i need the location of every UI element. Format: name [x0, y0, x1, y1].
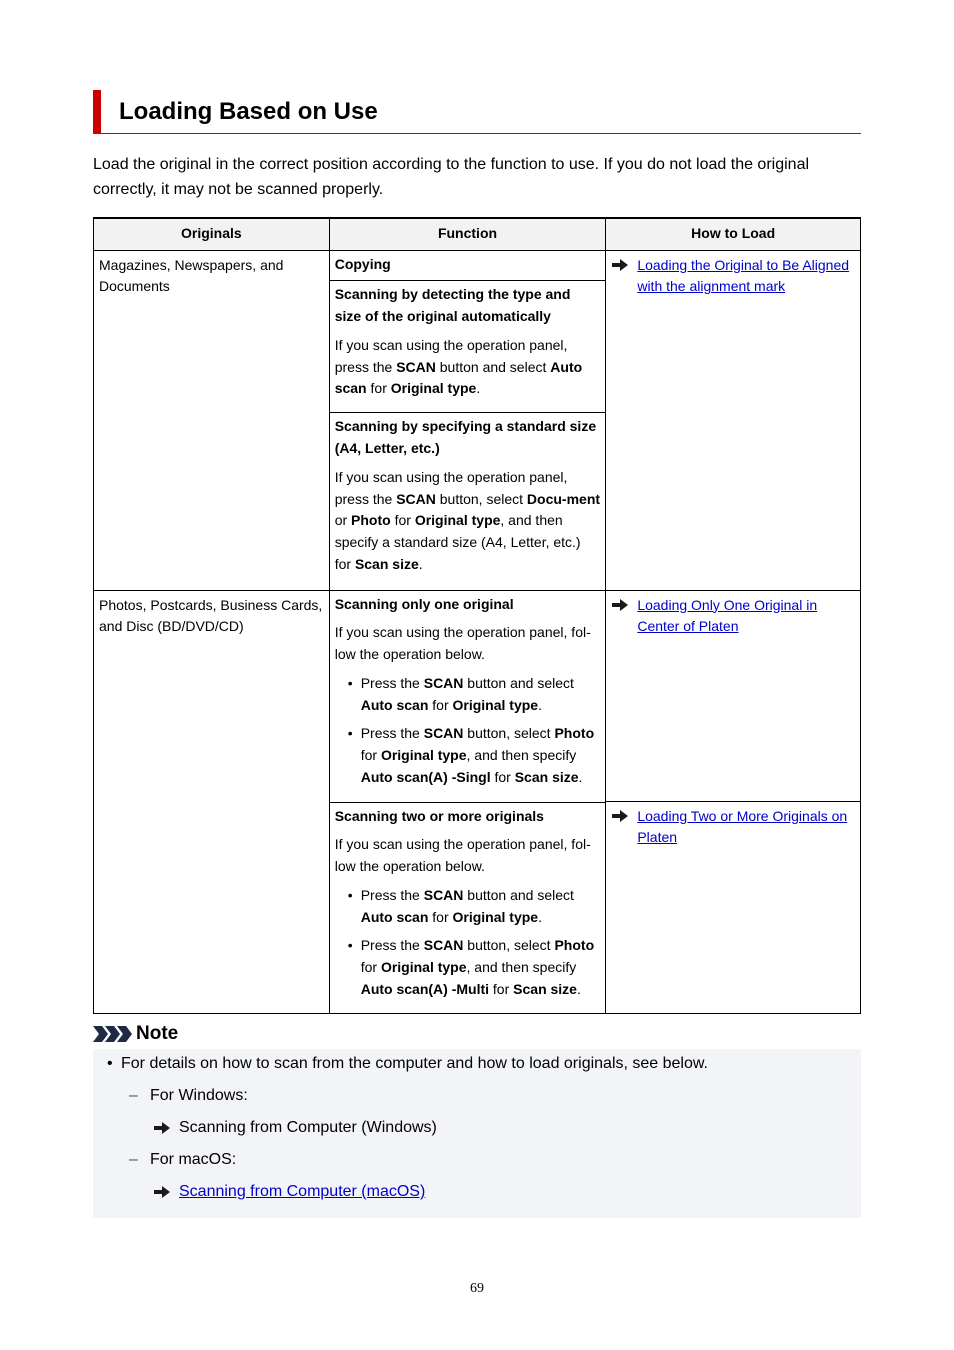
table-header-row: [94, 218, 861, 250]
arrow-right-icon: [154, 1186, 170, 1198]
function-copying: Copying: [334, 255, 391, 272]
link-two-or-more-originals[interactable]: Loading Two or More Originals on Platen: [637, 807, 848, 846]
list-item: • Press the SCAN button and select Auto scan for Original type.: [347, 674, 574, 713]
note-dash: –: [129, 1087, 138, 1104]
note-box: [93, 1049, 861, 1218]
intro-line-1: Load the original in the correct position according to the function to use. If you do not load the original: [93, 156, 810, 173]
function-cell: [329, 250, 606, 590]
note-dash: –: [129, 1151, 138, 1168]
heading-accent-bar: [93, 90, 101, 133]
function-standard-size: Scanning by specifying a standard size (A4, Letter, etc.) If you scan using the operation panel, press the SCAN button, select Docu-ment or Photo for Original type, and then specify a standard size (A4, Letter, etc.) for Scan size.: [330, 412, 606, 588]
link-row: [606, 591, 860, 643]
function-multiple-originals: Scanning two or more originals If you scan using the operation panel, fol-low the operation below. • Press the SCAN button and select Auto scan for Original type. • Press the SCAN button, select Photo for Original type, and then specify Auto scan(A) -Multi for Scan size.: [330, 802, 606, 1013]
how-to-load-cell: [606, 250, 861, 590]
table-row: [94, 250, 861, 590]
function-auto-detect: Scanning by detecting the type and size of the original automatically If you scan using the operation panel, press the SCAN button and select Auto scan for Original type.: [330, 280, 606, 412]
table-row: [94, 590, 861, 1013]
header-originals: Originals: [94, 218, 330, 250]
page-number: 69: [470, 1281, 484, 1296]
originals-cell: Magazines, Newspapers, and Documents: [94, 250, 330, 590]
list-item: • Press the SCAN button, select Photo for Original type, and then specify Auto scan(A) -Multi for Scan size.: [347, 937, 595, 998]
header-how-to-load: How to Load: [606, 218, 861, 250]
intro-line-2: correctly, it may not be scanned properly.: [93, 181, 384, 198]
originals-cell: Photos, Postcards, Business Cards, and Disc (BD/DVD/CD): [94, 590, 330, 1013]
note-macos-label: For macOS:: [150, 1151, 237, 1168]
note-bullet-dot: •: [107, 1055, 113, 1072]
arrow-right-icon: [612, 810, 628, 822]
header-function: Function: [329, 218, 606, 250]
loading-table: [93, 217, 861, 1014]
note-header: [93, 1022, 293, 1046]
how-to-load-single: [606, 591, 860, 802]
intro-paragraph: [93, 152, 861, 202]
note-windows-label: For Windows:: [150, 1087, 248, 1104]
how-to-load-cell: [606, 590, 861, 1013]
list-item: • Press the SCAN button, select Photo for Original type, and then specify Auto scan(A) -Singl for Scan size.: [347, 725, 595, 786]
note-chevron-icon: [93, 1026, 133, 1042]
arrow-right-icon: [612, 259, 628, 271]
function-cell: [329, 590, 606, 1013]
arrow-right-icon: [154, 1122, 170, 1134]
page-title: Loading Based on Use: [119, 98, 378, 125]
note-macos-link[interactable]: Scanning from Computer (macOS): [179, 1183, 426, 1200]
link-one-original[interactable]: Loading Only One Original in Center of Platen: [637, 596, 818, 635]
note-windows-link: Scanning from Computer (Windows): [179, 1119, 437, 1136]
link-alignment-mark[interactable]: Loading the Original to Be Aligned with the alignment mark: [637, 256, 850, 295]
arrow-right-icon: [612, 599, 628, 611]
note-label: Note: [136, 1023, 179, 1044]
link-row: [606, 251, 860, 303]
list-item: • Press the SCAN button and select Auto scan for Original type.: [347, 886, 574, 925]
link-row: [606, 802, 860, 854]
function-single-original: Scanning only one original If you scan using the operation panel, fol-low the operation below. • Press the SCAN button and select Auto scan for Original type. • Press the SCAN button, select Photo for Original type, and then specify Auto scan(A) -Singl for Scan size.: [330, 591, 606, 802]
page-heading: [93, 90, 861, 134]
function-standard-size-desc: If you scan using the operation panel, press the SCAN button, select Docu-ment or Photo for Original type, and then specify a standard size (A4, Letter, etc.) for Scan size.: [334, 468, 601, 573]
function-auto-detect-desc: If you scan using the operation panel, press the SCAN button and select Auto scan for Original type.: [334, 336, 583, 397]
note-bullet-text: For details on how to scan from the computer and how to load originals, see below.: [121, 1055, 708, 1072]
